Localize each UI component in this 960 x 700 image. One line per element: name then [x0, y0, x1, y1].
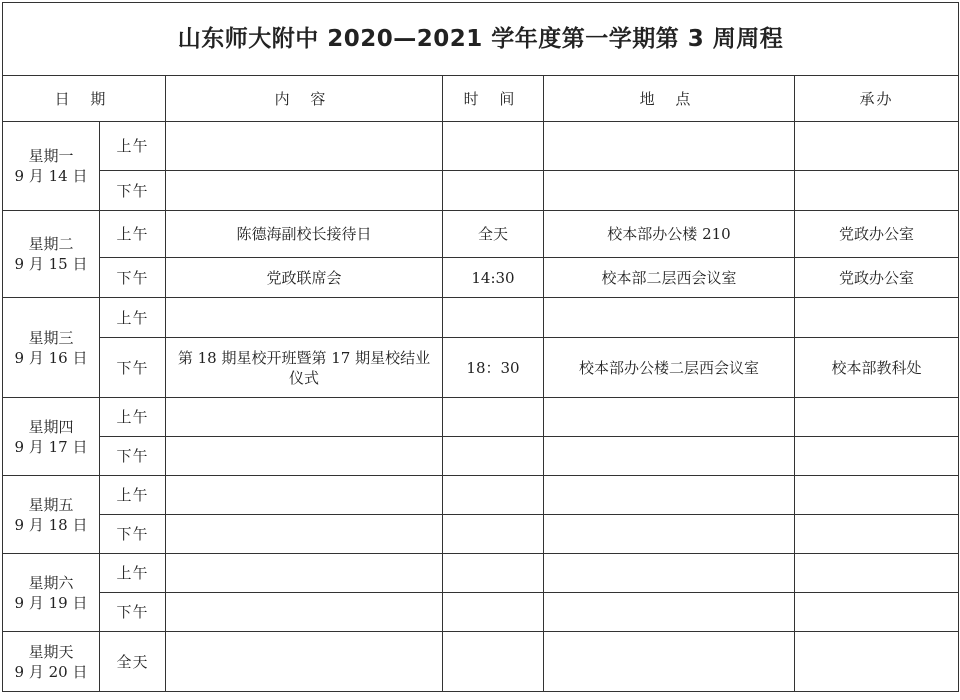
- table-row: [3, 171, 959, 211]
- place-cell: [544, 298, 795, 338]
- day-name: 星期一: [28, 147, 74, 165]
- half-day-label: 上午: [100, 398, 166, 437]
- page-title: 山东师大附中 2020—2021 学年度第一学期第 3 周周程: [3, 3, 959, 76]
- table-row: [3, 398, 959, 437]
- header-date: 日 期: [3, 76, 166, 122]
- table-row: [3, 515, 959, 554]
- schedule-table: [2, 2, 959, 692]
- organizer-cell: [795, 593, 959, 632]
- time-cell: [443, 122, 544, 171]
- place-cell: [544, 171, 795, 211]
- place-cell: [544, 437, 795, 476]
- content-cell: 陈德海副校长接待日: [166, 211, 443, 258]
- day-cell: [3, 554, 100, 632]
- organizer-cell: 校本部教科处: [795, 338, 959, 398]
- day-date: 9 月 19 日: [14, 593, 88, 612]
- half-day-label: 下午: [100, 437, 166, 476]
- header-content: 内 容: [166, 76, 443, 122]
- organizer-cell: [795, 515, 959, 554]
- day-date: 9 月 17 日: [14, 437, 88, 456]
- half-day-label: 上午: [100, 476, 166, 515]
- time-cell: [443, 437, 544, 476]
- content-cell: [166, 171, 443, 211]
- organizer-cell: [795, 437, 959, 476]
- half-day-label: 上午: [100, 298, 166, 338]
- time-cell: [443, 515, 544, 554]
- table-row: [3, 593, 959, 632]
- half-day-label: 下午: [100, 593, 166, 632]
- header-time: 时 间: [443, 76, 544, 122]
- day-name: 星期六: [28, 573, 74, 592]
- header-organizer: 承办: [795, 76, 959, 122]
- day-date: 9 月 18 日: [14, 515, 88, 534]
- half-day-label: 下午: [100, 515, 166, 554]
- time-cell: [443, 593, 544, 632]
- time-cell: [443, 171, 544, 211]
- day-cell: [3, 632, 100, 692]
- place-cell: 校本部办公楼二层西会议室: [544, 338, 795, 398]
- half-day-label: 全天: [100, 632, 166, 692]
- day-cell: [3, 476, 100, 554]
- content-cell: [166, 515, 443, 554]
- content-cell: [166, 437, 443, 476]
- place-cell: [544, 593, 795, 632]
- half-day-label: 下午: [100, 338, 166, 398]
- day-date: 9 月 20 日: [14, 662, 88, 681]
- place-cell: [544, 122, 795, 171]
- day-name: 星期二: [28, 235, 74, 253]
- organizer-cell: [795, 554, 959, 593]
- content-cell: [166, 122, 443, 171]
- time-cell: [443, 476, 544, 515]
- place-cell: [544, 554, 795, 593]
- half-day-label: 下午: [100, 171, 166, 211]
- content-cell: [166, 398, 443, 437]
- time-cell: 全天: [443, 211, 544, 258]
- organizer-cell: [795, 171, 959, 211]
- organizer-cell: [795, 476, 959, 515]
- time-cell: [443, 632, 544, 692]
- time-cell: 18：30: [443, 338, 544, 398]
- time-cell: [443, 298, 544, 338]
- half-day-label: 下午: [100, 258, 166, 298]
- time-cell: [443, 554, 544, 593]
- content-cell: [166, 593, 443, 632]
- half-day-label: 上午: [100, 122, 166, 171]
- header-row: [3, 76, 959, 122]
- time-cell: [443, 398, 544, 437]
- schedule-sheet: [2, 2, 958, 696]
- organizer-cell: [795, 122, 959, 171]
- content-cell: [166, 298, 443, 338]
- table-row: [3, 437, 959, 476]
- content-cell: [166, 554, 443, 593]
- table-row: [3, 632, 959, 692]
- table-row: [3, 554, 959, 593]
- table-row: [3, 211, 959, 258]
- day-cell: [3, 122, 100, 211]
- day-cell: [3, 398, 100, 476]
- table-row: [3, 476, 959, 515]
- organizer-cell: 党政办公室: [795, 258, 959, 298]
- organizer-cell: [795, 298, 959, 338]
- day-date: 9 月 14 日: [14, 167, 88, 185]
- content-cell: [166, 632, 443, 692]
- day-name: 星期五: [28, 495, 74, 514]
- day-name: 星期三: [28, 328, 74, 347]
- day-name: 星期天: [28, 642, 74, 661]
- place-cell: [544, 476, 795, 515]
- organizer-cell: [795, 632, 959, 692]
- day-date: 9 月 15 日: [14, 255, 88, 273]
- content-cell: 第 18 期星校开班暨第 17 期星校结业仪式: [166, 338, 443, 398]
- content-cell: [166, 476, 443, 515]
- day-cell: [3, 211, 100, 298]
- table-row: [3, 298, 959, 338]
- table-row: [3, 338, 959, 398]
- place-cell: 校本部二层西会议室: [544, 258, 795, 298]
- organizer-cell: 党政办公室: [795, 211, 959, 258]
- content-cell: 党政联席会: [166, 258, 443, 298]
- header-place: 地 点: [544, 76, 795, 122]
- time-cell: 14:30: [443, 258, 544, 298]
- half-day-label: 上午: [100, 211, 166, 258]
- place-cell: [544, 398, 795, 437]
- place-cell: [544, 515, 795, 554]
- table-row: [3, 258, 959, 298]
- day-date: 9 月 16 日: [14, 348, 88, 367]
- day-cell: [3, 298, 100, 398]
- day-name: 星期四: [28, 417, 74, 436]
- place-cell: 校本部办公楼 210: [544, 211, 795, 258]
- table-row: [3, 122, 959, 171]
- organizer-cell: [795, 398, 959, 437]
- place-cell: [544, 632, 795, 692]
- half-day-label: 上午: [100, 554, 166, 593]
